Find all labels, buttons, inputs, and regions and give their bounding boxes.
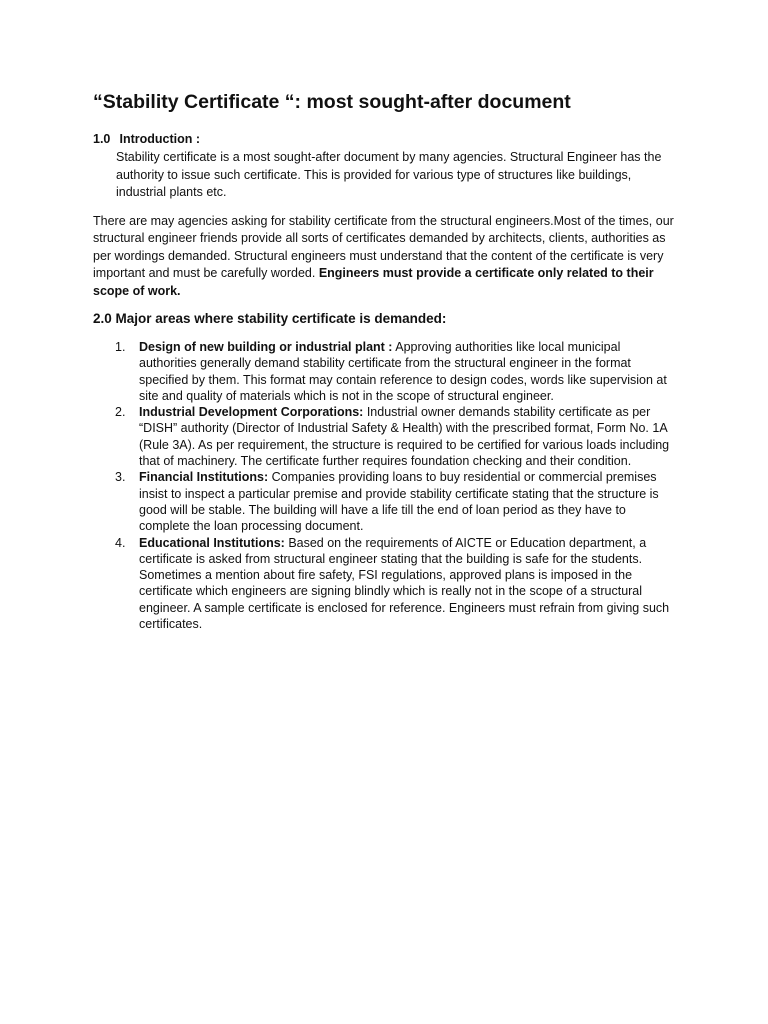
section-1-title: Introduction :	[119, 132, 201, 146]
list-item-number: 4.	[115, 535, 126, 550]
list-item-text: Industrial owner demands stability certificate as per “DISH” authority (Director of Industrial Safety & Health) with the prescribed format, Form No. 1A (Rule 3A). As per requirement, the structure is required to be certified for various loads including that of machinery. The certificate further requires foundation checking and their condition.	[139, 405, 670, 469]
list-item	[93, 469, 678, 534]
agencies-paragraph-text: There are may agencies asking for stability certificate from the structural engineers.Most of the times, our structural engineer friends provide all sorts of certificates demanded by architects, clients, authorities as per wordings demanded. Structural engineers must understand that the content of the certificate is very important and must be carefully worded.	[93, 213, 674, 280]
list-item-number: 3.	[115, 470, 126, 485]
list-item-lead: Design of new building or industrial plant :	[139, 340, 393, 354]
section-1-heading	[93, 131, 678, 148]
section-2-heading: 2.0 Major areas where stability certificate is demanded:	[93, 311, 447, 326]
list-item-number: 2.	[115, 405, 126, 420]
document-page	[93, 88, 678, 632]
list-item-lead: Industrial Development Corporations:	[139, 405, 364, 420]
demand-areas-list	[93, 339, 678, 632]
list-item-text: Based on the requirements of AICTE or Education department, a certificate is asked from structural engineer stating that the building is safe for the students. Sometimes a mention about fire safety, FSI regulations, approved plans is imposed in the certificate which engineers are signing blindly which is really not in the scope of a structural engineer. A sample certificate is enclosed for reference. Engineers must refrain from giving such certificates.	[139, 535, 670, 632]
agencies-paragraph	[93, 213, 678, 301]
list-item-number: 1.	[115, 340, 126, 354]
document-title: “Stability Certificate “: most sought-after document	[93, 91, 571, 113]
list-item	[93, 404, 678, 469]
list-item-lead: Educational Institutions:	[139, 535, 285, 550]
list-item-lead: Financial Institutions:	[139, 470, 269, 485]
section-1-number: 1.0	[93, 132, 111, 146]
list-item	[93, 339, 678, 404]
list-item-text: Approving authorities like local municipal authorities generally demand stability certificate from the structural engineer in the format specified by them. This format may contain reference to design codes, words like supervision at site and quality of materials which is not in the scope of structural engineer.	[139, 340, 667, 403]
list-item-text: Companies providing loans to buy residential or commercial premises insist to inspect a particular premise and provide stability certificate stating that the structure is good will be stable. The building will have a life till the end of loan period as they have to complete the loan processing document.	[139, 470, 659, 534]
introduction-paragraph: Stability certificate is a most sought-after document by many agencies. Structural Engineer has the authority to issue such certificate. This is provided for various type of structures like buildings, industrial plants etc.	[116, 150, 662, 199]
list-item	[93, 535, 678, 633]
agencies-paragraph-emphasis: Engineers must provide a certificate only related to their scope of work.	[93, 266, 654, 298]
